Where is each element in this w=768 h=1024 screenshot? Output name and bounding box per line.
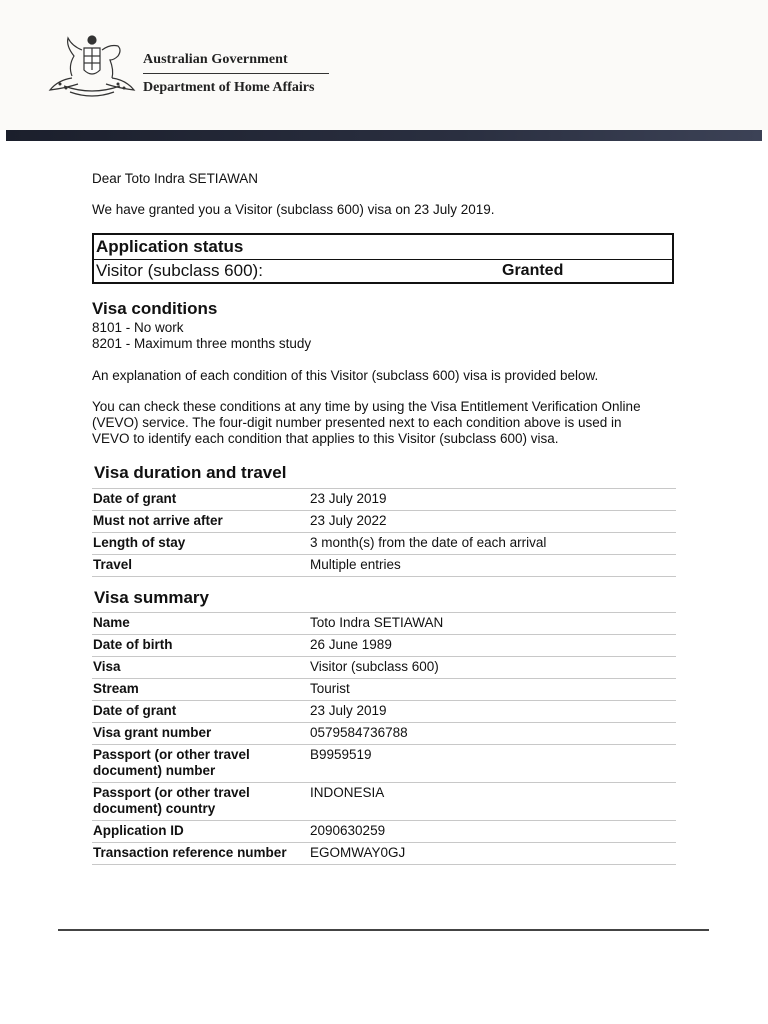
table-row [92, 701, 676, 723]
row-value: B9959519 [309, 745, 676, 783]
government-name: Australian Government [143, 52, 288, 67]
status-box-divider [94, 259, 672, 260]
row-value: INDONESIA [309, 783, 676, 821]
row-label: Passport (or other travel document) number [92, 745, 309, 783]
application-status-title: Application status [96, 237, 244, 256]
row-label: Transaction reference number [92, 843, 309, 865]
row-value: 23 July 2019 [309, 489, 676, 511]
row-value: 3 month(s) from the date of each arrival [309, 533, 676, 555]
vevo-line: You can check these conditions at any time by using the Visa Entitlement Verification Online [92, 399, 641, 414]
row-label: Length of stay [92, 533, 309, 555]
table-row [92, 843, 676, 865]
row-label: Visa grant number [92, 723, 309, 745]
row-label: Stream [92, 679, 309, 701]
row-label: Date of grant [92, 489, 309, 511]
row-label: Date of birth [92, 635, 309, 657]
visa-conditions-list [92, 320, 311, 352]
row-value: 23 July 2019 [309, 701, 676, 723]
table-row [92, 555, 676, 577]
duration-travel-table [92, 488, 676, 577]
application-status-box [92, 233, 674, 284]
footer-divider [58, 929, 709, 931]
row-value: 2090630259 [309, 821, 676, 843]
row-value: Tourist [309, 679, 676, 701]
row-label: Passport (or other travel document) country [92, 783, 309, 821]
vevo-line: (VEVO) service. The four-digit number presented next to each condition above is used in [92, 415, 622, 430]
grant-statement: We have granted you a Visitor (subclass 600) visa on 23 July 2019. [92, 202, 495, 217]
table-row [92, 657, 676, 679]
row-label: Travel [92, 555, 309, 577]
row-value: Toto Indra SETIAWAN [309, 613, 676, 635]
table-row [92, 679, 676, 701]
row-value: 26 June 1989 [309, 635, 676, 657]
row-value: Multiple entries [309, 555, 676, 577]
letterhead [0, 0, 768, 130]
table-row [92, 533, 676, 555]
table-row [92, 489, 676, 511]
row-label: Application ID [92, 821, 309, 843]
row-value: 23 July 2022 [309, 511, 676, 533]
vevo-line: VEVO to identify each condition that applies to this Visitor (subclass 600) visa. [92, 431, 559, 446]
table-row [92, 821, 676, 843]
row-label: Name [92, 613, 309, 635]
conditions-explanation: An explanation of each condition of this Visitor (subclass 600) visa is provided below. [92, 368, 599, 383]
table-row [92, 783, 676, 821]
row-value: 0579584736788 [309, 723, 676, 745]
duration-travel-heading: Visa duration and travel [94, 463, 287, 482]
letterhead-divider [143, 73, 329, 74]
row-label: Visa [92, 657, 309, 679]
coat-of-arms-icon [46, 34, 136, 108]
table-row [92, 635, 676, 657]
header-bar [6, 130, 762, 141]
table-row [92, 745, 676, 783]
row-value: EGOMWAY0GJ [309, 843, 676, 865]
greeting: Dear Toto Indra SETIAWAN [92, 171, 259, 186]
condition-item: 8101 - No work [92, 320, 184, 335]
visa-summary-heading: Visa summary [94, 588, 209, 607]
visa-summary-table [92, 612, 676, 865]
row-label: Must not arrive after [92, 511, 309, 533]
condition-item: 8201 - Maximum three months study [92, 336, 312, 351]
visa-conditions-heading: Visa conditions [92, 299, 218, 318]
department-name: Department of Home Affairs [143, 80, 315, 95]
status-visa-type: Visitor (subclass 600): [96, 261, 263, 280]
status-value: Granted [502, 262, 564, 279]
row-value: Visitor (subclass 600) [309, 657, 676, 679]
table-row [92, 511, 676, 533]
table-row [92, 613, 676, 635]
vevo-paragraph [92, 399, 682, 447]
row-label: Date of grant [92, 701, 309, 723]
table-row [92, 723, 676, 745]
